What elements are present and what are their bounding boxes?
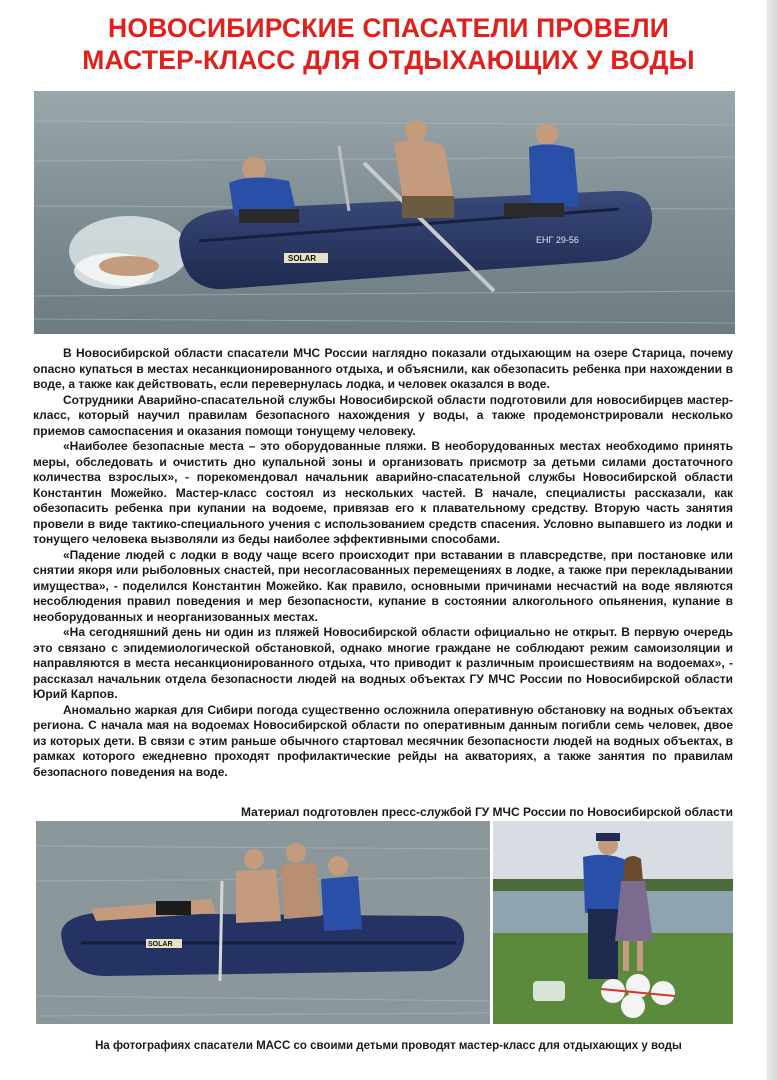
- boat-brand-small: SOLAR: [148, 941, 173, 948]
- photo-boat-rescue: [34, 91, 735, 334]
- title-line-1: НОВОСИБИРСКИЕ СПАСАТЕЛИ ПРОВЕЛИ: [108, 13, 669, 43]
- article-paragraph: Аномально жаркая для Сибири погода существенно осложнила оперативную обстановку на водных объектах региона. С начала мая на водоемах Новосибирской области по оперативным данным погибли семь человек, двое из которых дети. В связи с этим раньше обычного стартовал месячник безопасности людей на водных объектах, в рамках которого ежедневно проходят профилактические рейды на акваториях, а также занятия по правилам безопасного поведения на воде.: [33, 702, 733, 779]
- title-line-2: МАСТЕР-КЛАСС ДЛЯ ОТДЫХАЮЩИХ У ВОДЫ: [82, 45, 695, 75]
- article-paragraph: В Новосибирской области спасатели МЧС России наглядно показали отдыхающим на озере Старица, почему опасно купаться в местах несанкционированного отдыха, и объяснили, как обезопасить ребенка при нахождении в воде, а также как действовать, если перевернулась лодка, и человек оказался в воде.: [33, 346, 733, 391]
- photo-boat-training: [36, 821, 490, 1024]
- article-body: [33, 346, 733, 780]
- page-edge: [767, 0, 777, 1080]
- press-credit: Материал подготовлен пресс-службой ГУ МЧС России по Новосибирской области: [241, 805, 733, 819]
- photo-child-lesson: [493, 821, 733, 1024]
- article-paragraph: «На сегодняшний день ни один из пляжей Новосибирской области официально не открыт. В первую очередь это связано с эпидемиологической обстановкой, однако многие граждане не соблюдают режим самоизоляции и направляются в места несанкционированного отдыха, что приводит к различным происшествиям на водоемах», - рассказал начальник отдела безопасности людей на водных объектах ГУ МЧС России по Новосибирской области Юрий Карпов.: [33, 625, 733, 701]
- boat-registration: ЕНГ 29-56: [536, 235, 579, 245]
- article-paragraph: Сотрудники Аварийно-спасательной службы Новосибирской области подготовили для новосибирцев мастер-класс, который научил правилам безопасного нахождения у воды, а также продемонстрировали несколько приемов самоспасения и оказания помощи тонущему человеку.: [33, 392, 733, 438]
- article-paragraph: «Наиболее безопасные места – это оборудованные пляжи. В необорудованных местах необходимо принять меры, обследовать и очистить дно купальной зоны и организовать присмотр за детьми силами достаточного количества взрослых», - порекомендовал начальник аварийно-спасательной службы Новосибирской области Константин Можейко. Мастер-класс состоял из нескольких частей. В начале, специалисты рассказали, как обезопасить ребенка при купании на водоеме, привязав его к плавательному средству. Вторую часть занятия провели в виде тактико-специального учения с использованием средств спасения. Условно выпавшего из лодки и тонущего человека вызволяли из беды наиболее эффективными способами.: [33, 439, 733, 546]
- article-paragraph: «Падение людей с лодки в воду чаще всего происходит при вставании в плавсредстве, при постановке или снятии якоря или рыболовных снастей, при несогласованных перемещениях в лодке, а также при перекладывании имущества», - поделился Константин Можейко. Как правило, основными причинами несчастий на воде являются несоблюдения правил поведения и мер безопасности, купание в состоянии алкогольного опьянения, купание в необорудованных и неорганизованных местах.: [33, 547, 733, 624]
- photo-caption: На фотографиях спасатели МАСС со своими детьми проводят мастер-класс для отдыхающих у воды: [95, 1040, 682, 1052]
- article-title: [20, 12, 757, 76]
- boat-brand: SOLAR: [288, 254, 316, 263]
